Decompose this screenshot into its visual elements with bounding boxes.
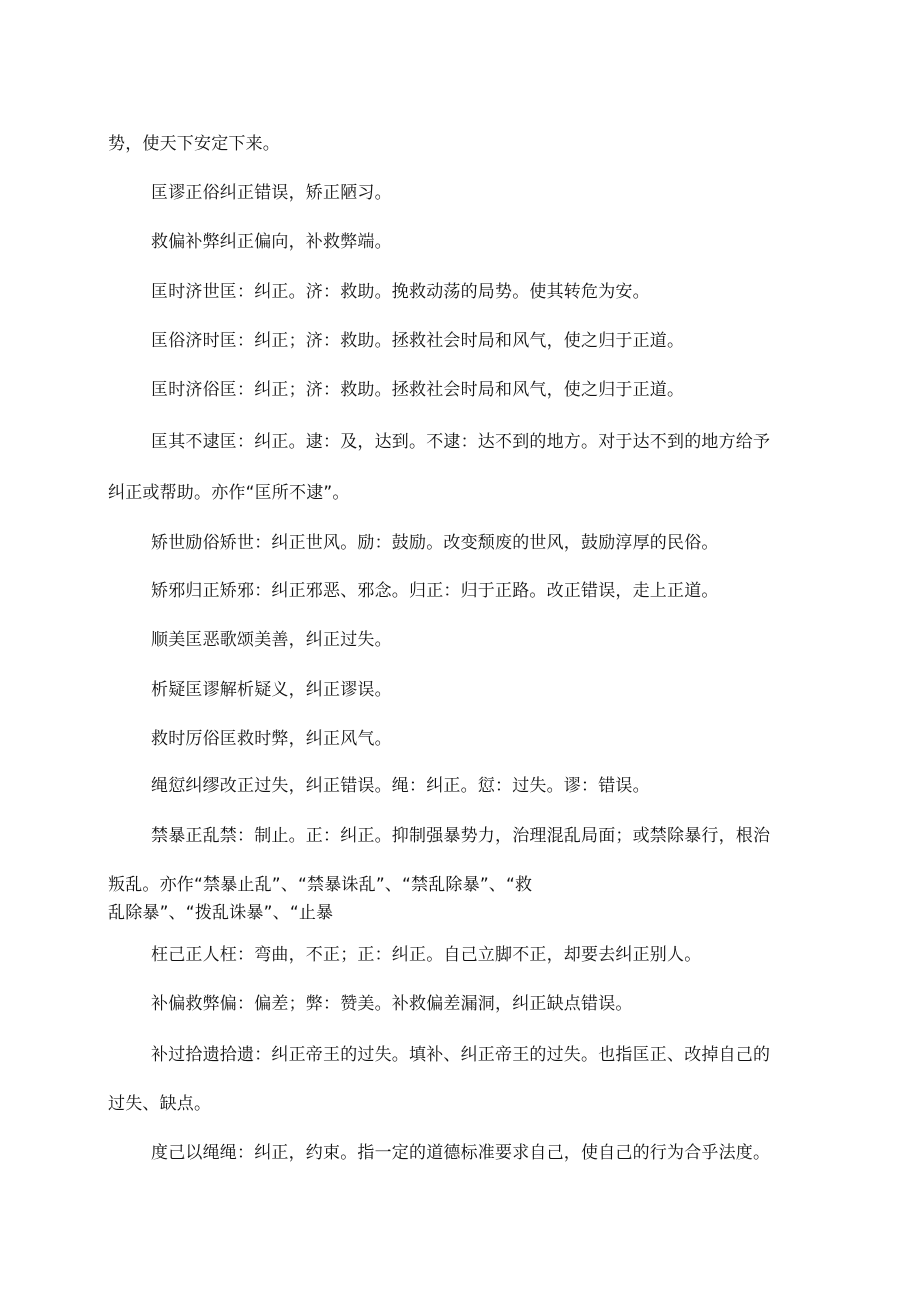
text-line: 匡时济俗匡：纠正；济：救助。拯救社会时局和风气，使之归于正道。 bbox=[151, 380, 685, 400]
text-line: 匡时济世匡：纠正。济：救助。挽救动荡的局势。使其转危为安。 bbox=[151, 282, 650, 302]
text-line: 禁暴正乱禁：制止。正：纠正。抑制强暴势力，治理混乱局面；或禁除暴行，根治 bbox=[151, 826, 771, 846]
text-line: 匡俗济时匡：纠正；济：救助。拯救社会时局和风气，使之归于正道。 bbox=[151, 331, 685, 351]
text-line: 救偏补弊纠正偏向，补救弊端。 bbox=[151, 232, 392, 252]
text-line: 顺美匡恶歌颂美善，纠正过失。 bbox=[151, 630, 392, 650]
text-line: 绳愆纠缪改正过失，纠正错误。绳：纠正。愆：过失。谬：错误。 bbox=[151, 776, 650, 796]
text-line: 矫世励俗矫世：纠正世风。励：鼓励。改变颓废的世风，鼓励淳厚的民俗。 bbox=[151, 533, 719, 553]
text-line: 度己以绳绳：纠正，约束。指一定的道德标准要求自己，使自己的行为合乎法度。 bbox=[151, 1143, 771, 1163]
text-line: 过失、缺点。 bbox=[108, 1094, 212, 1114]
text-line: 补偏救弊偏：偏差；弊：赞美。补救偏差漏洞，纠正缺点错误。 bbox=[151, 994, 633, 1014]
text-line: 势，使天下安定下来。 bbox=[108, 134, 280, 154]
text-line: 救时厉俗匡救时弊，纠正风气。 bbox=[151, 729, 392, 749]
text-line: 乱除暴”、“拨乱诛暴”、“止暴 bbox=[108, 903, 334, 923]
text-line: 矫邪归正矫邪：纠正邪恶、邪念。归正：归于正路。改正错误，走上正道。 bbox=[151, 581, 719, 601]
text-line: 补过拾遗拾遗：纠正帝王的过失。填补、纠正帝王的过失。也指匡正、改掉自己的 bbox=[151, 1045, 771, 1065]
text-line: 纠正或帮助。亦作“匡所不逮”。 bbox=[108, 483, 350, 503]
text-line: 析疑匡谬解析疑义，纠正谬误。 bbox=[151, 680, 392, 700]
text-line: 匡其不逮匡：纠正。逮：及，达到。不逮：达不到的地方。对于达不到的地方给予 bbox=[151, 432, 771, 452]
text-line: 枉己正人枉：弯曲，不正；正：纠正。自己立脚不正，却要去纠正别人。 bbox=[151, 945, 702, 965]
text-line: 匡谬正俗纠正错误，矫正陋习。 bbox=[151, 183, 392, 203]
text-line: 叛乱。亦作“禁暴止乱”、“禁暴诛乱”、“禁乱除暴”、“救 bbox=[108, 875, 533, 895]
